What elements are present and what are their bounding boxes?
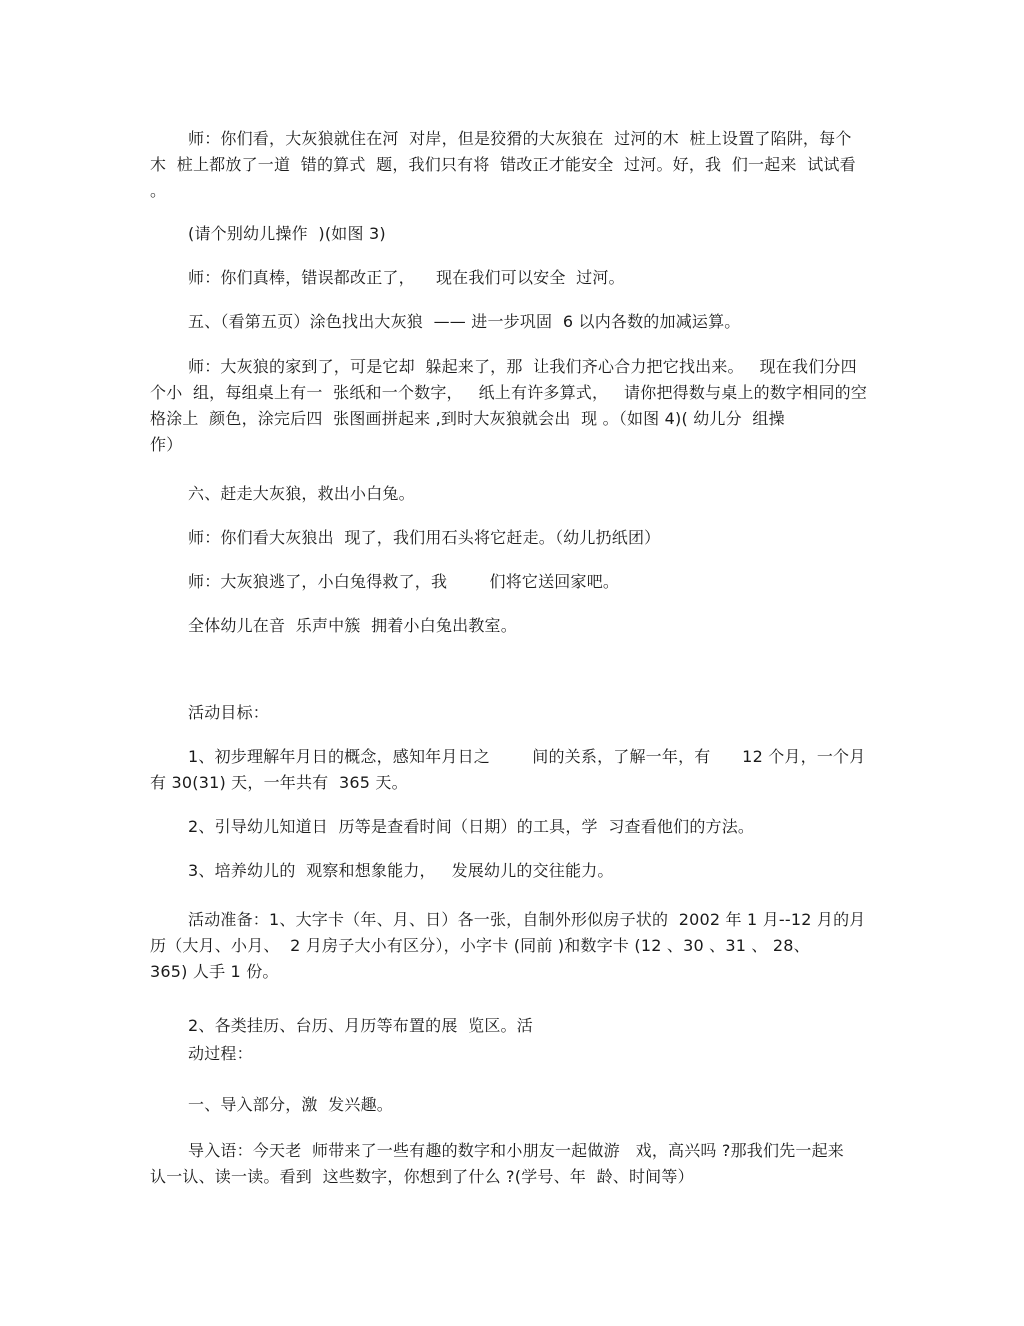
text-line: 有 30(31) 天，一年共有 365 天。 [150,773,408,792]
text-line: 师：你们真棒，错误都改正了， 现在我们可以安全 过河。 [188,268,625,287]
text-line: 认一认、读一读。看到 这些数字，你想到了什么 ?(学号、年 龄、时间等） [150,1167,694,1186]
text-line: 。 [150,181,167,200]
section-heading: 一、导入部分，激 发兴趣。 [188,1095,393,1114]
text-line: 3、培养幼儿的 观察和想象能力， 发展幼儿的交往能力。 [188,861,614,880]
text-line: 师：大灰狼的家到了，可是它却 躲起来了，那 让我们齐心合力把它找出来。 现在我们分四 [188,357,857,376]
text-line: 师：你们看，大灰狼就住在河 对岸，但是狡猾的大灰狼在 过河的木 桩上设置了陷阱，每个 [188,129,852,148]
text-line: 2、各类挂历、台历、月历等布置的展 览区。活 [188,1016,533,1035]
text-line: 365) 人手 1 份。 [150,962,279,981]
text-line: 历（大月、小月、 2 月房子大小有区分），小字卡 (同前 )和数字卡 (12 、30 、31 、 28、 [150,936,810,955]
text-line: 格涂上 颜色，涂完后四 张图画拼起来 ,到时大灰狼就会出 现 。（如图 4)( 幼儿分 组操 [150,409,785,428]
text-line: 1、初步理解年月日的概念，感知年月日之 间的关系，了解一年，有 12 个月，一个月 [188,747,866,766]
text-line: 全体幼儿在音 乐声中簇 拥着小白兔出教室。 [188,616,517,635]
text-line: 木 桩上都放了一道 错的算式 题，我们只有将 错改正才能安全 过河。好，我 们一起来 试试看 [150,155,856,174]
section-heading: 活动目标： [188,703,270,722]
text-line: 活动准备：1、大字卡（年、月、日）各一张，自制外形似房子状的 2002 年 1 月--12 月的月 [188,910,866,929]
text-line: 2、引导幼儿知道日 历等是查看时间（日期）的工具，学 习查看他们的方法。 [188,817,755,836]
section-heading: 动过程： [188,1044,253,1063]
section-heading: 六、赶走大灰狼，救出小白兔。 [188,484,415,503]
text-line: 师：你们看大灰狼出 现了，我们用石头将它赶走。（幼儿扔纸团） [188,528,661,547]
text-line: 导入语：今天老 师带来了一些有趣的数字和小朋友一起做游 戏，高兴吗 ?那我们先一起来 [188,1141,845,1160]
text-line: (请个别幼儿操作 )(如图 3) [188,224,386,243]
text-line: 个小 组，每组桌上有一 张纸和一个数字， 纸上有许多算式， 请你把得数与桌上的数字相同的空 [150,383,868,402]
text-line: 师：大灰狼逃了，小白兔得救了，我 们将它送回家吧。 [188,572,620,591]
text-line: 作） [150,435,183,454]
section-heading: 五、（看第五页）涂色找出大灰狼 —— 进一步巩固 6 以内各数的加减运算。 [188,312,741,331]
